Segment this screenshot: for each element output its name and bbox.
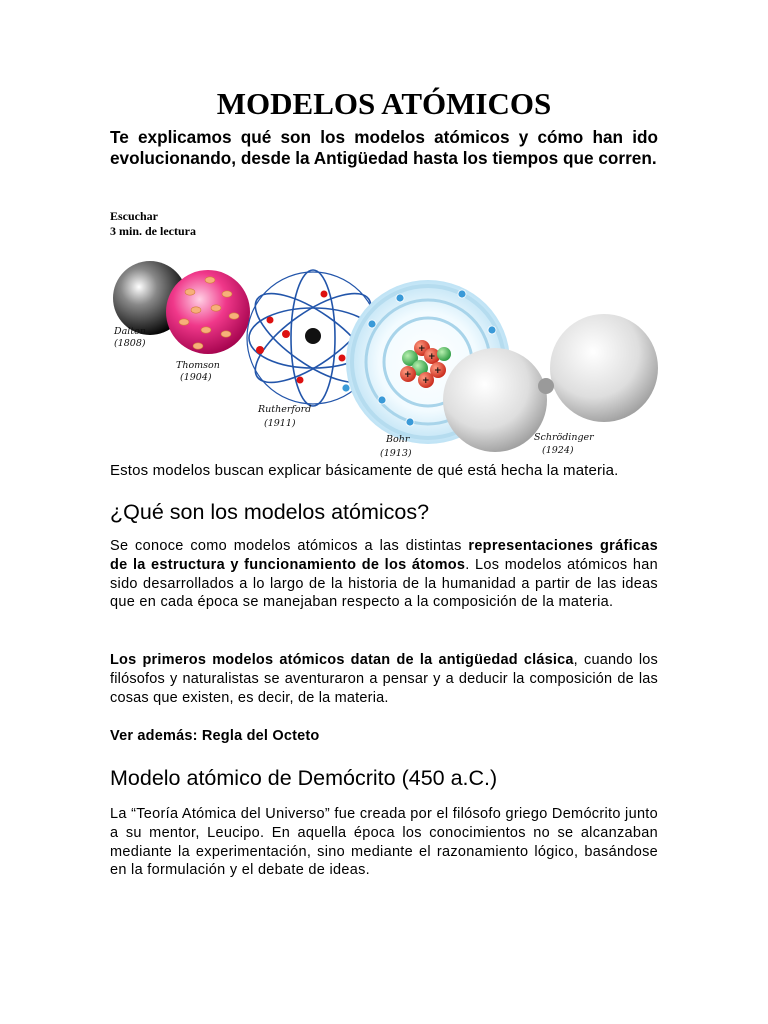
figure-caption: Estos modelos buscan explicar básicamente de qué está hecha la materia. — [110, 462, 619, 479]
schrodinger-year: (1924) — [542, 445, 574, 456]
rutherford-label: Rutherford — [258, 404, 312, 415]
paragraph — [110, 537, 658, 612]
bohr-year: (1913) — [380, 448, 412, 459]
paragraph — [110, 651, 658, 707]
thomson-model — [166, 270, 250, 354]
thomson-year: (1904) — [180, 372, 212, 383]
paragraph: La “Teoría Atómica del Universo” fue creada por el filósofo griego Demócrito junto a su mentor, Leucipo. En aquella época los conocimientos no se alcanzaban mediante la experimentación, sino mediante el razonamiento lógico, basándose en la formulación y el debate de ideas. — [110, 806, 658, 879]
section-heading: ¿Qué son los modelos atómicos? — [110, 500, 430, 524]
atomic-models-illustration — [110, 250, 658, 460]
rutherford-year: (1911) — [264, 418, 296, 429]
article-meta — [110, 209, 196, 239]
proton-sign: + — [404, 370, 412, 380]
see-also-link[interactable]: Ver además: Regla del Octeto — [110, 728, 320, 744]
proton-sign: + — [434, 366, 442, 376]
schrodinger-label: Schrödinger — [534, 432, 594, 443]
proton-sign: + — [418, 344, 426, 354]
text-run: Se conoce como modelos atómicos a las distintas — [110, 538, 469, 554]
dalton-year: (1808) — [114, 338, 146, 349]
page-title: MODELOS ATÓMICOS — [216, 86, 552, 121]
reading-time: 3 min. de lectura — [110, 224, 196, 238]
text-run: . Los modelos atómicos han sido desarrollados a lo largo de la historia de la humanidad a partir de las ideas que en cada época se manejaban respecto a la composición de la materia. — [110, 556, 658, 611]
text-run: , cuando los filósofos y naturalistas se aventuraron a pensar y a deducir la composición de las cosas que existen, es decir, de la materia. — [110, 652, 658, 706]
listen-link[interactable]: Escuchar — [110, 209, 158, 223]
proton-sign: + — [428, 352, 436, 362]
thomson-label: Thomson — [176, 360, 220, 371]
proton-sign: + — [422, 376, 430, 386]
bold-link[interactable]: representaciones gráficas de la estructura y funcionamiento de los átomos — [110, 538, 658, 573]
section-heading: Modelo atómico de Demócrito (450 a.C.) — [110, 766, 498, 790]
bold-text: Los primeros modelos atómicos datan de la antigüedad clásica — [110, 652, 574, 668]
bohr-label: Bohr — [386, 434, 410, 445]
intro-paragraph: Te explicamos qué son los modelos atómicos y cómo han ido evolucionando, desde la Antigüedad hasta los tiempos que corren. — [110, 127, 658, 168]
dalton-label: Dalton — [114, 326, 146, 337]
